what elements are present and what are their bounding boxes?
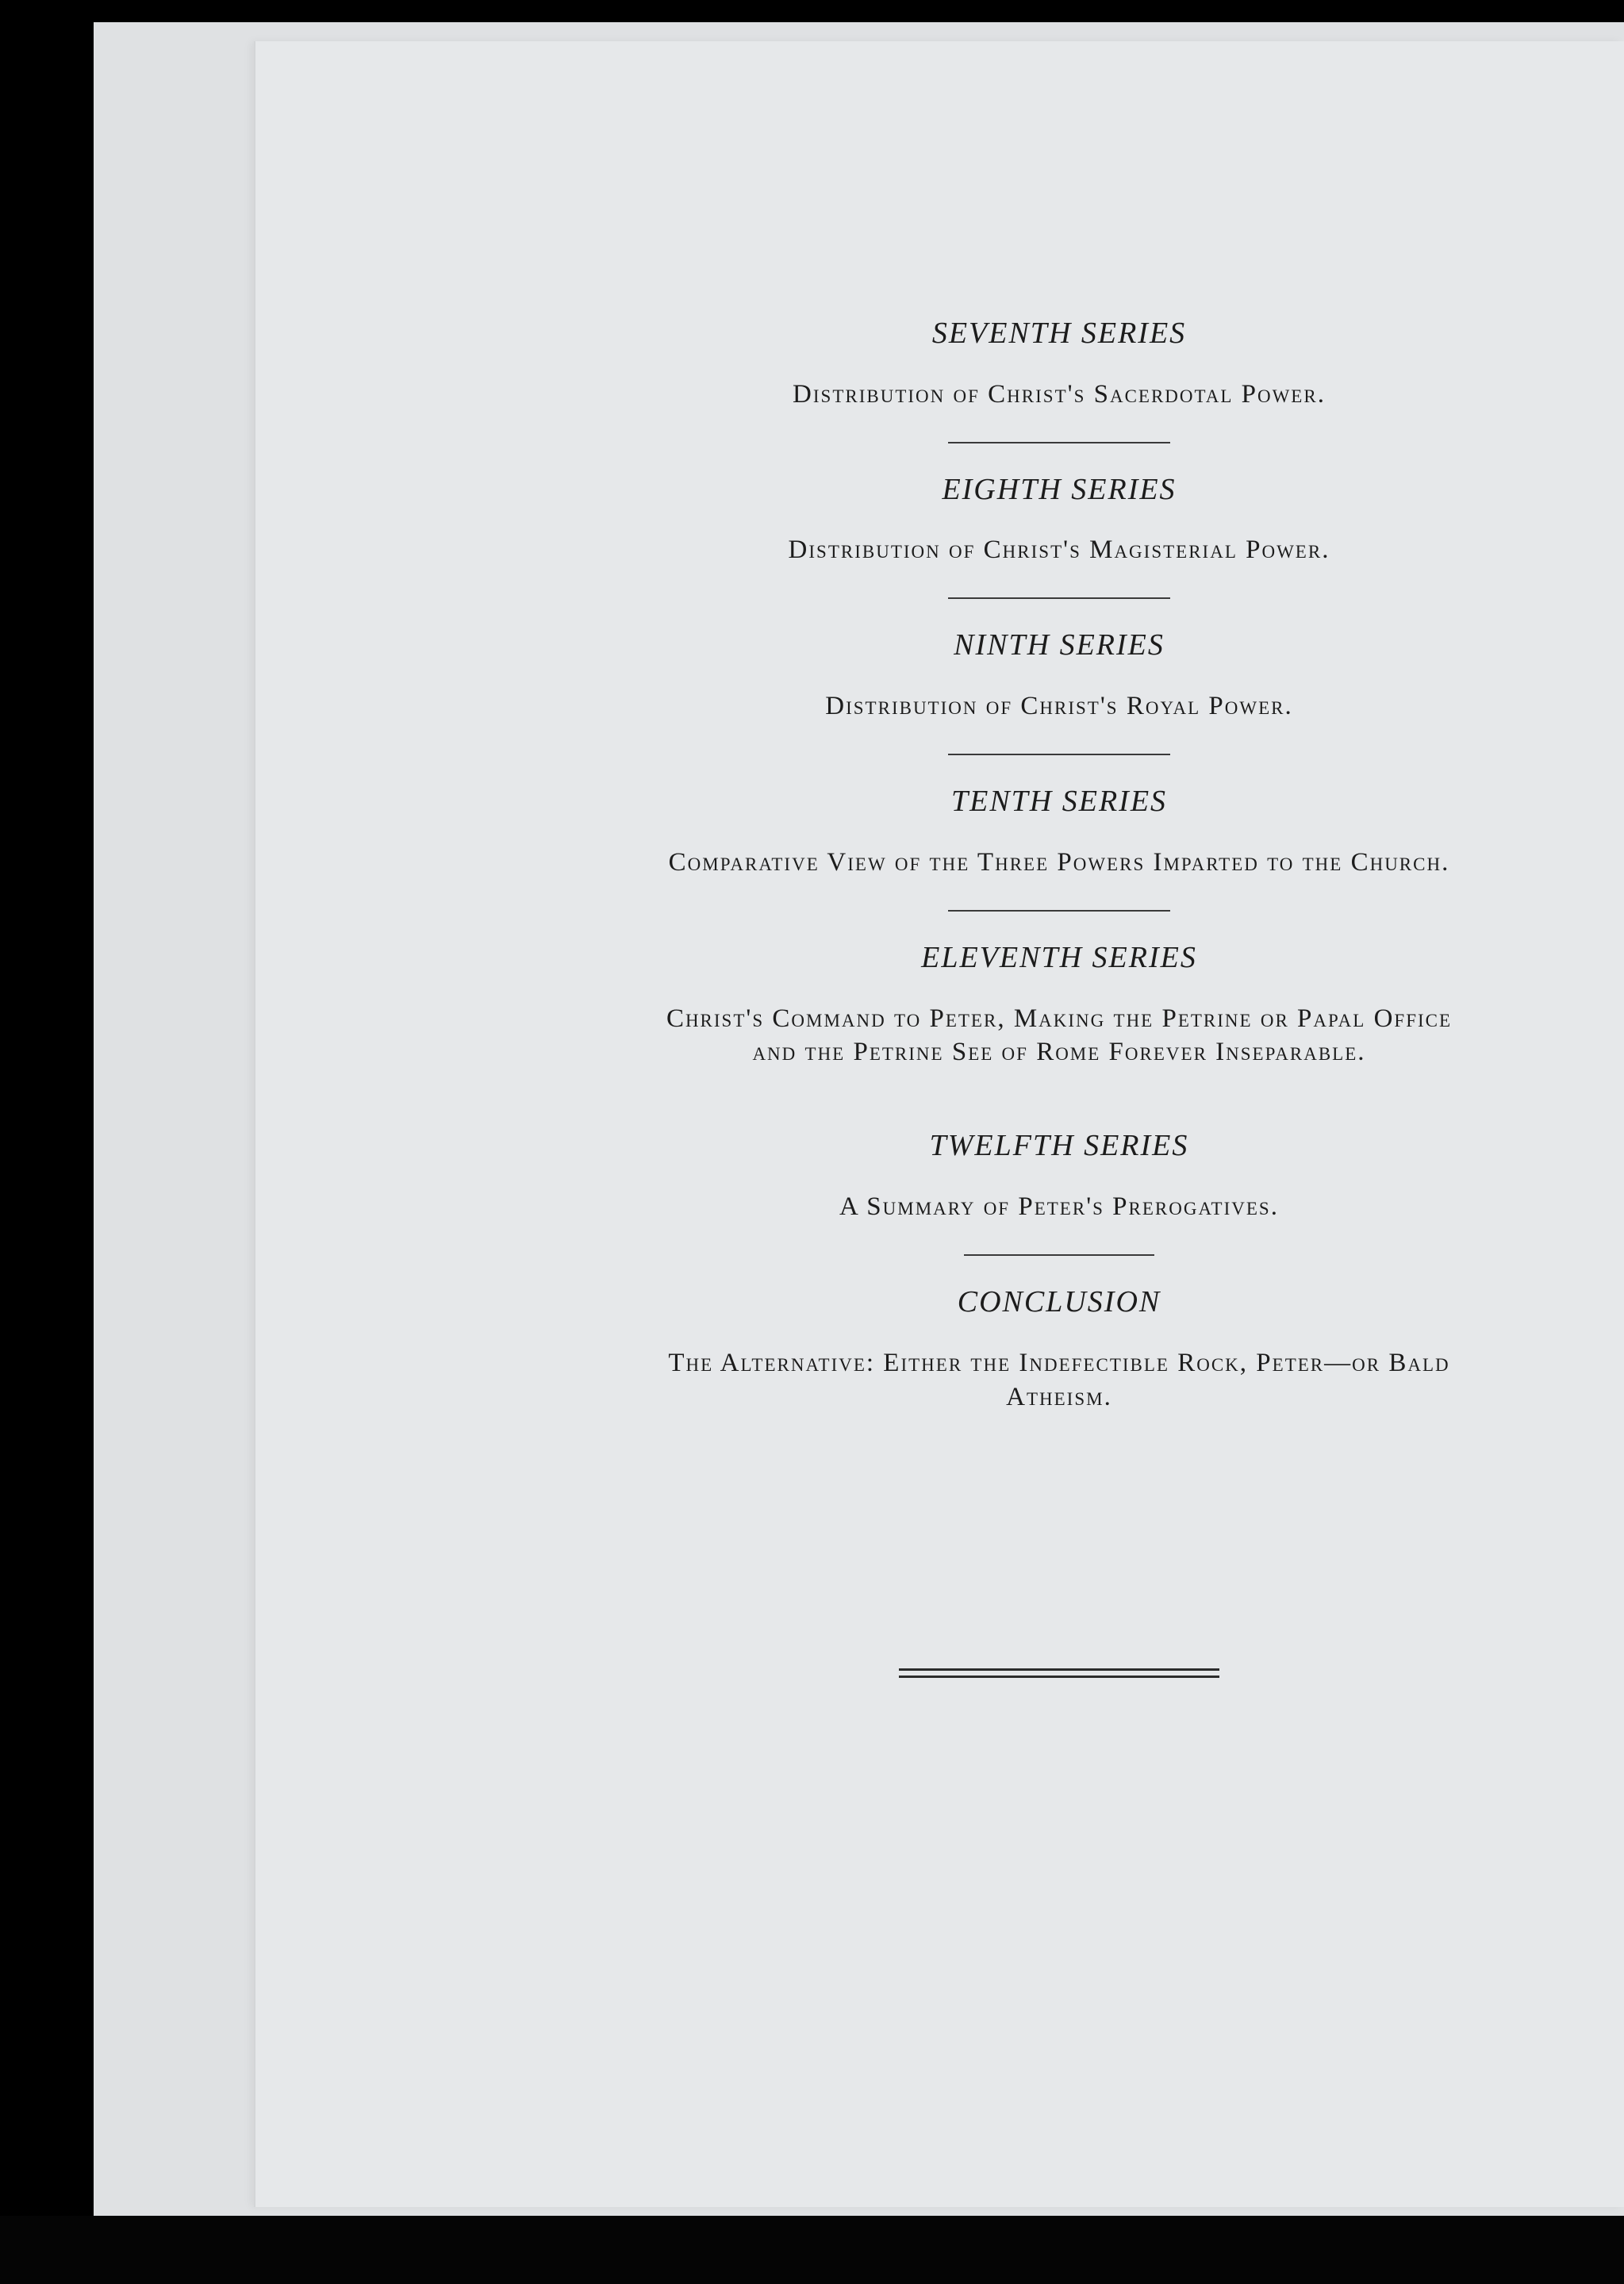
series-title: NINTH SERIES [954,628,1165,662]
section-ninth-series [635,629,1484,724]
section-conclusion [635,1286,1484,1415]
rule-line [899,1676,1219,1678]
series-description: The Alternative: Either the Indefectible Rock, Peter—or Bald Atheism. [668,1348,1450,1411]
series-title: TWELFTH SERIES [929,1129,1189,1163]
series-title: CONCLUSION [957,1285,1161,1319]
series-description: Distribution of Christ's Royal Power. [825,692,1293,721]
divider [948,442,1170,443]
series-description: Comparative View of the Three Powers Imparted to the Church. [668,847,1450,877]
section-eighth-series [635,474,1484,568]
series-description: Distribution of Christ's Sacerdotal Power. [793,379,1326,409]
series-title: ELEVENTH SERIES [921,940,1197,974]
section-tenth-series [635,785,1484,880]
series-description: Distribution of Christ's Magisterial Power. [788,535,1330,565]
scan-border [0,2216,1624,2284]
spacer [635,1069,1484,1130]
series-title: EIGHTH SERIES [942,472,1177,506]
series-title: TENTH SERIES [950,785,1168,819]
table-of-contents [635,317,1484,1415]
series-description: Christ's Command to Peter, Making the Petrine or Papal Office and the Petrine See of Rome Forever Inseparable. [666,1004,1453,1067]
section-twelfth-series [635,1130,1484,1224]
divider [964,1254,1154,1256]
divider [948,754,1170,755]
divider [948,910,1170,912]
closing-double-rule [899,1668,1219,1683]
rule-line [899,1668,1219,1671]
series-description: A Summary of Peter's Prerogatives. [839,1192,1279,1222]
section-eleventh-series [635,942,1484,1070]
section-seventh-series [635,317,1484,412]
series-title: SEVENTH SERIES [931,317,1187,350]
divider [948,597,1170,599]
